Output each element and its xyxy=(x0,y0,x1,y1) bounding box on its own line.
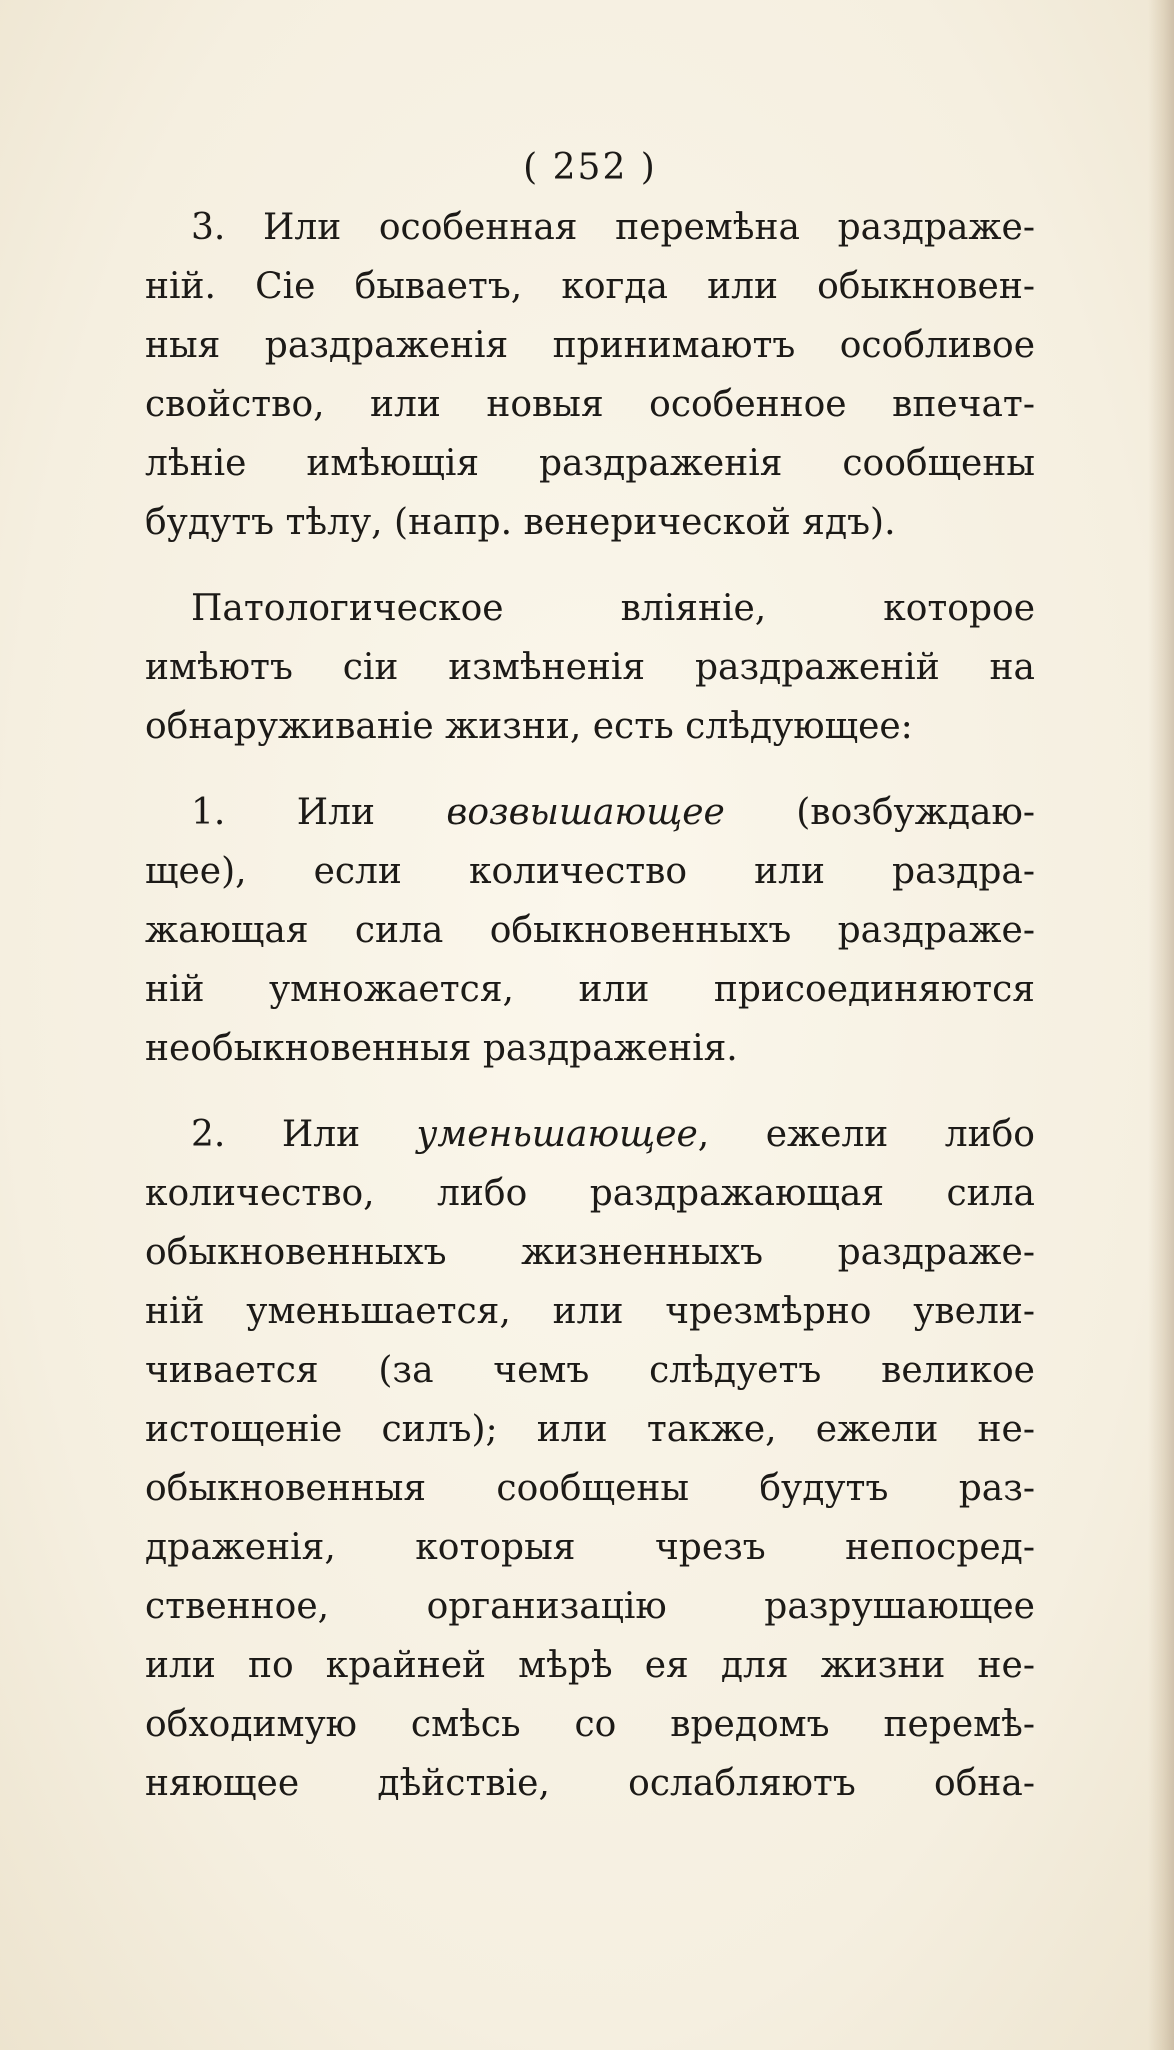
text-line: няющее дѣйствiе, ослабляютъ обна- xyxy=(145,1763,1035,1804)
paragraph-2 xyxy=(145,579,1035,756)
text-line: необыкновенныя раздраженiя. xyxy=(145,1028,738,1069)
line-suffix: (возбуждаю- xyxy=(724,792,1035,833)
paragraph-3 xyxy=(145,783,1035,1078)
text-line: лѣнiе имѣющiя раздраженiя сообщены xyxy=(145,443,1035,484)
line-suffix: , ежели либо xyxy=(697,1114,1035,1155)
text-line: обыкновенныя сообщены будутъ раз- xyxy=(145,1468,1035,1509)
page-edge-shadow xyxy=(1148,0,1174,2050)
line-prefix: 1. Или xyxy=(191,792,447,833)
text-line: ственное, организацiю разрушающее xyxy=(145,1586,1035,1627)
paragraph-1 xyxy=(145,198,1035,552)
text-line: жающая сила обыкновенныхъ раздраже- xyxy=(145,910,1035,951)
paragraph-4 xyxy=(145,1105,1035,1813)
text-line: свойство, или новыя особенное впечат- xyxy=(145,384,1035,425)
text-line xyxy=(145,783,1035,842)
text-line: 3. Или особенная перемѣна раздраже- xyxy=(191,207,1035,248)
text-line xyxy=(145,1105,1035,1164)
text-line: истощенiе силъ); или также, ежели не- xyxy=(145,1409,1035,1450)
italic-term: возвышающее xyxy=(446,792,725,833)
page-number: ( 252 ) xyxy=(523,147,657,188)
text-line: нiй умножается, или присоединяются xyxy=(145,969,1035,1010)
text-line: щее), если количество или раздра- xyxy=(145,851,1035,892)
italic-term: уменьшающее xyxy=(416,1114,698,1155)
text-line: обнаруживанiе жизни, есть слѣдующее: xyxy=(145,706,913,747)
text-line: чивается (за чемъ слѣдуетъ великое xyxy=(145,1350,1035,1391)
line-prefix: 2. Или xyxy=(191,1114,417,1155)
text-line: имѣютъ сiи измѣненiя раздраженiй на xyxy=(145,647,1035,688)
text-line: будутъ тѣлу, (напр. венерической ядъ). xyxy=(145,502,896,543)
text-line: или по крайней мѣрѣ ея для жизни не- xyxy=(145,1645,1035,1686)
page-text xyxy=(145,140,1035,1840)
text-line: количество, либо раздражающая сила xyxy=(145,1173,1035,1214)
text-line: нiй. Сiе бываетъ, когда или обыкновен- xyxy=(145,266,1035,307)
text-line: нiй уменьшается, или чрезмѣрно увели- xyxy=(145,1291,1035,1332)
text-line: обходимую смѣсь со вредомъ перемѣ- xyxy=(145,1704,1035,1745)
text-line: обыкновенныхъ жизненныхъ раздраже- xyxy=(145,1232,1035,1273)
text-line: драженiя, которыя чрезъ непосред- xyxy=(145,1527,1035,1568)
text-line: ныя раздраженiя принимаютъ особливое xyxy=(145,325,1035,366)
text-line: Патологическое влiянiе, которое xyxy=(191,588,1035,629)
